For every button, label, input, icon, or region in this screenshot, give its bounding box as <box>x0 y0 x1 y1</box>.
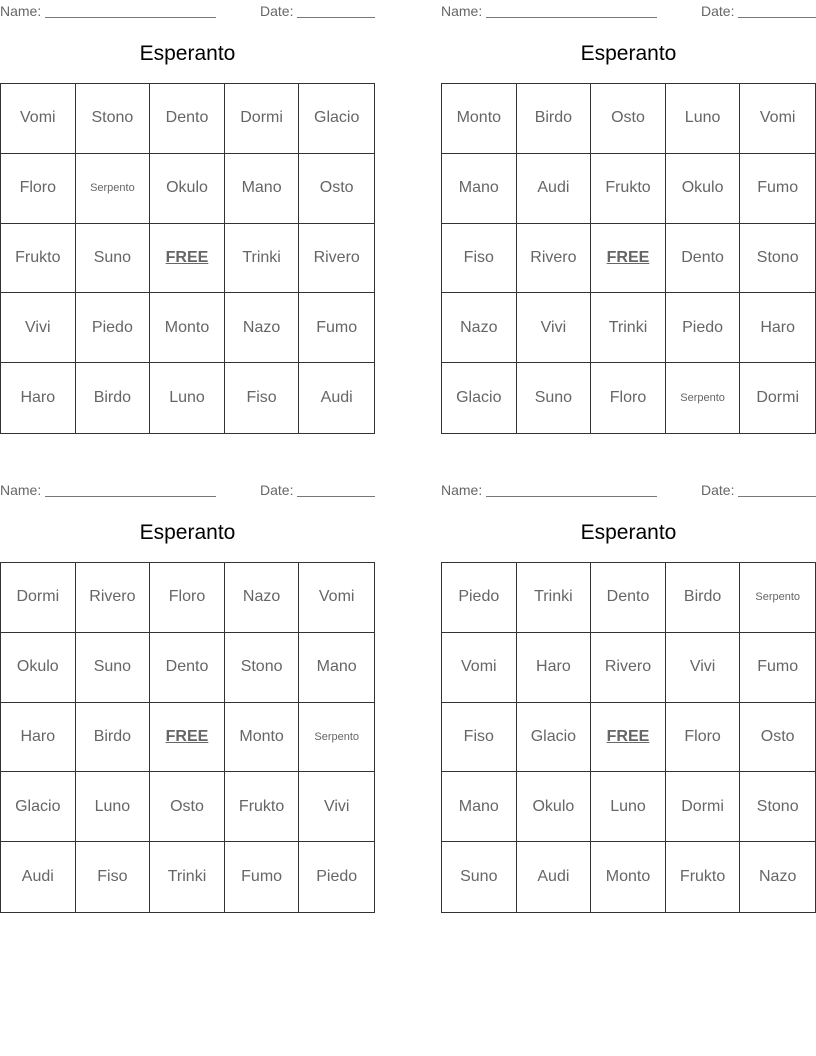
bingo-cell: Suno <box>517 363 592 433</box>
bingo-cell: Frukto <box>666 842 741 912</box>
bingo-cell: Mano <box>442 772 517 842</box>
bingo-cell: Okulo <box>1 633 76 703</box>
bingo-cell: Stono <box>740 772 815 842</box>
bingo-cell: Dormi <box>225 84 300 154</box>
bingo-cell: Serpento <box>299 703 374 773</box>
bingo-cell: Fumo <box>740 633 815 703</box>
bingo-cell: Trinki <box>150 842 225 912</box>
bingo-cell: Audi <box>1 842 76 912</box>
bingo-cell: Nazo <box>225 293 300 363</box>
bingo-cell: Serpento <box>76 154 151 224</box>
bingo-cell: Trinki <box>591 293 666 363</box>
bingo-cell: Haro <box>740 293 815 363</box>
bingo-cell: Fumo <box>740 154 815 224</box>
bingo-cell: Birdo <box>517 84 592 154</box>
bingo-cell: Vivi <box>666 633 741 703</box>
date-field-line[interactable] <box>738 496 816 497</box>
bingo-cell: Birdo <box>666 563 741 633</box>
bingo-cell: Stono <box>76 84 151 154</box>
free-space-cell: FREE <box>591 703 666 773</box>
bingo-cell: Luno <box>591 772 666 842</box>
bingo-grid <box>441 83 816 434</box>
date-field-line[interactable] <box>738 17 816 18</box>
bingo-cell: Rivero <box>517 224 592 294</box>
bingo-card <box>441 0 816 440</box>
bingo-cell: Dormi <box>756 389 800 407</box>
bingo-grid <box>0 562 375 913</box>
bingo-cell: Fiso <box>76 842 151 912</box>
bingo-cell: Glacio <box>1 772 76 842</box>
bingo-cell: Floro <box>150 563 225 633</box>
bingo-cell: Glacio <box>517 703 592 773</box>
date-label: Date: <box>260 3 294 19</box>
bingo-cell: Vivi <box>517 293 592 363</box>
card-title: Esperanto <box>580 521 677 544</box>
name-field-line[interactable] <box>45 17 216 18</box>
bingo-cell: Piedo <box>76 293 151 363</box>
bingo-cell: Mano <box>442 154 517 224</box>
bingo-cell: Piedo <box>666 293 741 363</box>
bingo-cell: Dormi <box>666 772 741 842</box>
bingo-cell: Rivero <box>591 633 666 703</box>
bingo-cell: Birdo <box>76 363 151 433</box>
bingo-cell: Birdo <box>76 703 151 773</box>
bingo-cell: Vivi <box>1 293 76 363</box>
bingo-cell: Stono <box>740 224 815 294</box>
card-title: Esperanto <box>139 521 236 544</box>
bingo-cell: Osto <box>591 84 666 154</box>
bingo-cell: Fiso <box>442 224 517 294</box>
bingo-cell: Floro <box>591 363 666 433</box>
bingo-card <box>0 479 376 919</box>
bingo-cell: Frukto <box>225 772 300 842</box>
bingo-cell: Vomi <box>299 563 374 633</box>
bingo-cell: Osto <box>150 772 225 842</box>
bingo-cell: Glacio <box>299 84 374 154</box>
card-header <box>441 482 816 498</box>
date-field-line[interactable] <box>297 496 375 497</box>
card-header <box>0 3 376 19</box>
bingo-cell: Okulo <box>517 772 592 842</box>
card-title: Esperanto <box>139 42 236 65</box>
bingo-cell: Dormi <box>1 563 76 633</box>
bingo-cell: Haro <box>1 363 76 433</box>
bingo-cell: Osto <box>740 703 815 773</box>
bingo-cell: Luno <box>150 363 225 433</box>
bingo-cell: Luno <box>76 772 151 842</box>
bingo-cell: Vivi <box>299 772 374 842</box>
bingo-cell: Dento <box>666 224 741 294</box>
bingo-cell: Stono <box>225 633 300 703</box>
name-label: Name: <box>441 482 483 498</box>
name-field-line[interactable] <box>486 496 657 497</box>
bingo-cell: Haro <box>517 633 592 703</box>
bingo-card <box>0 0 376 440</box>
bingo-grid <box>0 83 375 434</box>
free-space-cell: FREE <box>150 703 225 773</box>
date-label: Date: <box>701 482 735 498</box>
bingo-cell: Monto <box>591 842 666 912</box>
bingo-cell: Nazo <box>442 293 517 363</box>
bingo-cell: Dento <box>150 633 225 703</box>
bingo-cell: Mano <box>299 633 374 703</box>
bingo-cell: Luno <box>666 84 741 154</box>
bingo-grid <box>441 562 816 913</box>
bingo-cell: Fumo <box>299 293 374 363</box>
date-label: Date: <box>701 3 735 19</box>
name-field-line[interactable] <box>486 17 657 18</box>
bingo-cell: Suno <box>76 224 151 294</box>
bingo-card <box>441 479 816 919</box>
bingo-cell: Audi <box>517 842 592 912</box>
free-space-cell: FREE <box>591 224 666 294</box>
date-field-line[interactable] <box>297 17 375 18</box>
bingo-cell: Audi <box>320 389 353 407</box>
name-label: Name: <box>0 482 42 498</box>
bingo-cell: Dento <box>150 84 225 154</box>
bingo-cell: Frukto <box>1 224 76 294</box>
bingo-cell: Floro <box>666 703 741 773</box>
bingo-cell: Osto <box>299 154 374 224</box>
bingo-cell: Rivero <box>76 563 151 633</box>
date-label: Date: <box>260 482 294 498</box>
bingo-cell: Monto <box>150 293 225 363</box>
name-label: Name: <box>0 3 42 19</box>
bingo-cell: Vomi <box>1 84 76 154</box>
bingo-cell: Monto <box>442 84 517 154</box>
bingo-cell: Piedo <box>442 563 517 633</box>
bingo-cell: Vomi <box>442 633 517 703</box>
bingo-cell: Okulo <box>150 154 225 224</box>
bingo-cell: Trinki <box>517 563 592 633</box>
bingo-cell: Fiso <box>442 703 517 773</box>
bingo-cell: Rivero <box>299 224 374 294</box>
name-field-line[interactable] <box>45 496 216 497</box>
name-label: Name: <box>441 3 483 19</box>
bingo-cell: Serpento <box>666 363 741 433</box>
bingo-cell: Fumo <box>225 842 300 912</box>
card-title: Esperanto <box>580 42 677 65</box>
bingo-cell: Audi <box>517 154 592 224</box>
bingo-cell: Haro <box>1 703 76 773</box>
card-header <box>0 482 376 498</box>
bingo-cell: Monto <box>225 703 300 773</box>
bingo-cell: Floro <box>1 154 76 224</box>
bingo-cell: Fiso <box>225 363 300 433</box>
bingo-cell: Dento <box>591 563 666 633</box>
bingo-cell: Mano <box>225 154 300 224</box>
bingo-cell: Okulo <box>666 154 741 224</box>
bingo-cell: Frukto <box>591 154 666 224</box>
bingo-cell: Glacio <box>442 363 517 433</box>
bingo-cell: Trinki <box>225 224 300 294</box>
card-header <box>441 3 816 19</box>
bingo-cell: Suno <box>76 633 151 703</box>
bingo-cell: Nazo <box>225 563 300 633</box>
bingo-cell: Suno <box>442 842 517 912</box>
bingo-cell: Vomi <box>740 84 815 154</box>
bingo-cell: Serpento <box>740 563 815 633</box>
free-space-cell: FREE <box>150 224 225 294</box>
bingo-cell: Piedo <box>316 868 358 886</box>
bingo-cell: Nazo <box>759 868 797 886</box>
